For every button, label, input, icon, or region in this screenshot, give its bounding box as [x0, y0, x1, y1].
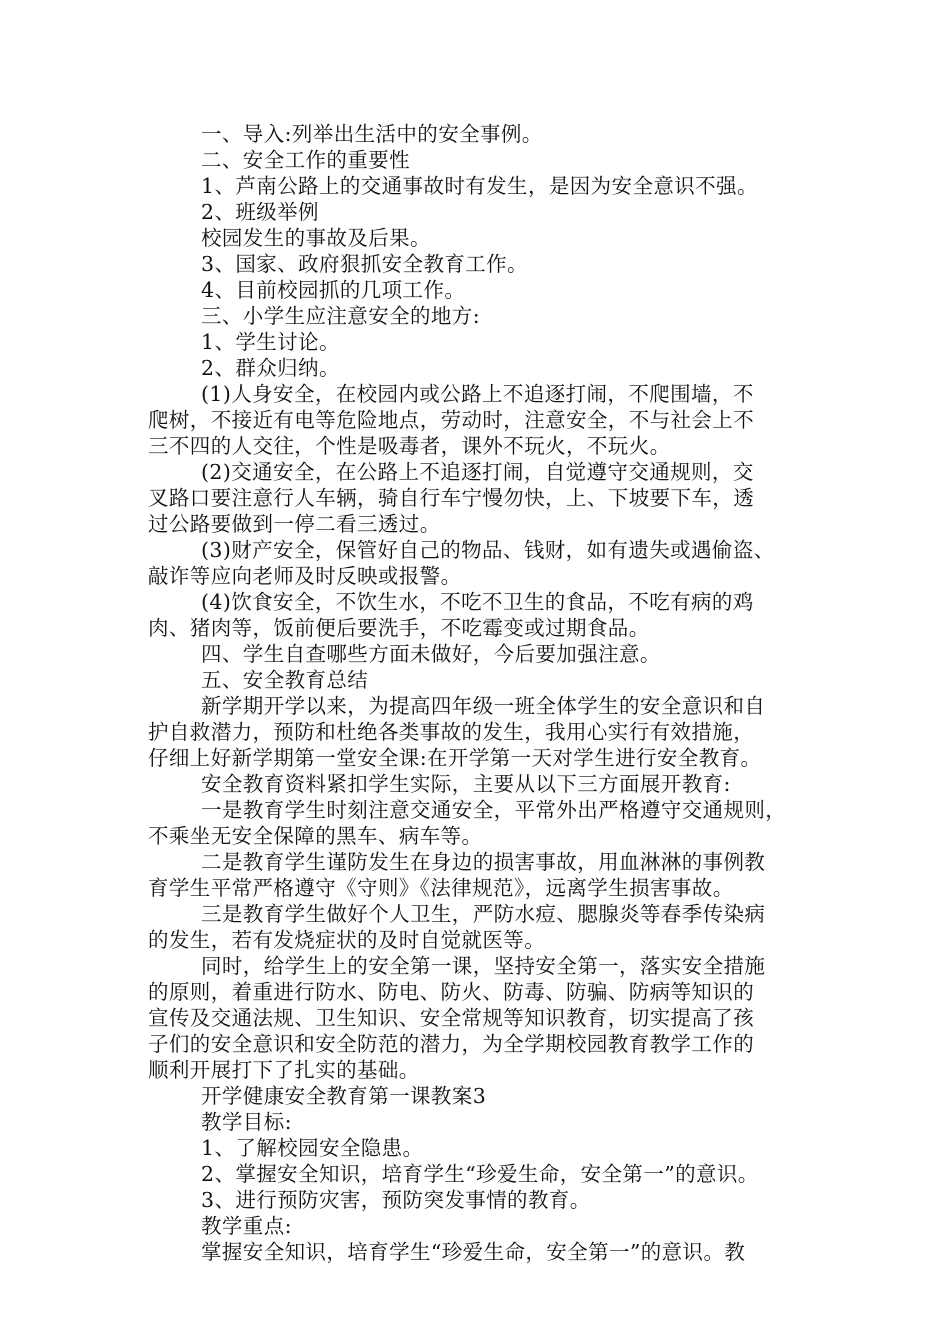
text-line: 的原则，着重进行防水、防电、防火、防毒、防骗、防病等知识的 — [148, 980, 755, 1004]
text-line: 爬树，不接近有电等危险地点，劳动时，注意安全，不与社会上不 — [148, 408, 755, 432]
text-line: (2)交通安全，在公路上不追逐打闹，自觉遵守交通规则，交 — [201, 460, 754, 484]
text-line: 1、了解校园安全隐患。 — [201, 1136, 424, 1160]
text-line: 4、目前校园抓的几项工作。 — [201, 278, 466, 302]
text-line: 三、小学生应注意安全的地方: — [201, 304, 481, 328]
text-line: 2、群众归纳。 — [201, 356, 340, 380]
text-line: 的发生，若有发烧症状的及时自觉就医等。 — [148, 928, 546, 952]
text-line: 掌握安全知识，培育学生“珍爱生命，安全第一”的意识。教 — [201, 1240, 746, 1264]
document-body — [148, 121, 824, 1265]
text-line: 育学生平常严格遵守《守则》《法律规范》，远离学生损害事故。 — [148, 876, 734, 900]
text-line: 子们的安全意识和安全防范的潜力，为全学期校园教育教学工作的 — [148, 1032, 755, 1056]
text-line: 叉路口要注意行人车辆，骑自行车宁慢勿快，上、下坡要下车，透 — [148, 486, 755, 510]
text-line: 校园发生的事故及后果。 — [201, 226, 431, 250]
text-line: (3)财产安全，保管好自己的物品、钱财，如有遗失或遇偷盗、 — [201, 538, 775, 562]
text-line: (1)人身安全，在校园内或公路上不追逐打闹，不爬围墙，不 — [201, 382, 754, 406]
text-line: 四、学生自查哪些方面未做好，今后要加强注意。 — [201, 642, 661, 666]
text-line: 同时，给学生上的安全第一课，坚持安全第一，落实安全措施 — [201, 954, 766, 978]
text-line: 教学目标: — [201, 1110, 292, 1134]
text-line: 1、芦南公路上的交通事故时有发生，是因为安全意识不强。 — [201, 174, 758, 198]
text-line: 二、安全工作的重要性 — [201, 148, 410, 172]
text-line: (4)饮食安全，不饮生水，不吃不卫生的食品，不吃有病的鸡 — [201, 590, 754, 614]
text-line: 仔细上好新学期第一堂安全课:在开学第一天对学生进行安全教育。 — [148, 746, 762, 770]
text-line: 一、导入:列举出生活中的安全事例。 — [201, 122, 543, 146]
text-line: 安全教育资料紧扣学生实际，主要从以下三方面展开教育: — [201, 772, 731, 796]
text-line: 护自救潜力，预防和杜绝各类事故的发生，我用心实行有效措施， — [148, 720, 755, 744]
text-line: 过公路要做到一停二看三透过。 — [148, 512, 441, 536]
text-line: 教学重点: — [201, 1214, 292, 1238]
text-line: 3、进行预防灾害，预防突发事情的教育。 — [201, 1188, 591, 1212]
text-line: 1、学生讨论。 — [201, 330, 340, 354]
text-line: 开学健康安全教育第一课教案3 — [201, 1084, 487, 1108]
text-line: 五、安全教育总结 — [201, 668, 369, 692]
text-line: 敲诈等应向老师及时反映或报警。 — [148, 564, 462, 588]
text-line: 宣传及交通法规、卫生知识、安全常规等知识教育，切实提高了孩 — [148, 1006, 755, 1030]
text-line: 肉、猪肉等，饭前便后要洗手，不吃霉变或过期食品。 — [148, 616, 650, 640]
text-line: 三不四的人交往，个性是吸毒者，课外不玩火，不玩火。 — [148, 434, 671, 458]
text-line: 顺利开展打下了扎实的基础。 — [148, 1058, 420, 1082]
text-line: 三是教育学生做好个人卫生，严防水痘、腮腺炎等春季传染病 — [201, 902, 766, 926]
text-line: 新学期开学以来，为提高四年级一班全体学生的安全意识和自 — [201, 694, 766, 718]
text-line: 3、国家、政府狠抓安全教育工作。 — [201, 252, 528, 276]
text-line: 2、掌握安全知识，培育学生“珍爱生命，安全第一”的意识。 — [201, 1162, 759, 1186]
text-line: 一是教育学生时刻注意交通安全，平常外出严格遵守交通规则， — [201, 798, 787, 822]
text-line: 二是教育学生谨防发生在身边的损害事故，用血淋淋的事例教 — [201, 850, 766, 874]
text-line: 不乘坐无安全保障的黑车、病车等。 — [148, 824, 483, 848]
text-line: 2、班级举例 — [201, 200, 319, 224]
